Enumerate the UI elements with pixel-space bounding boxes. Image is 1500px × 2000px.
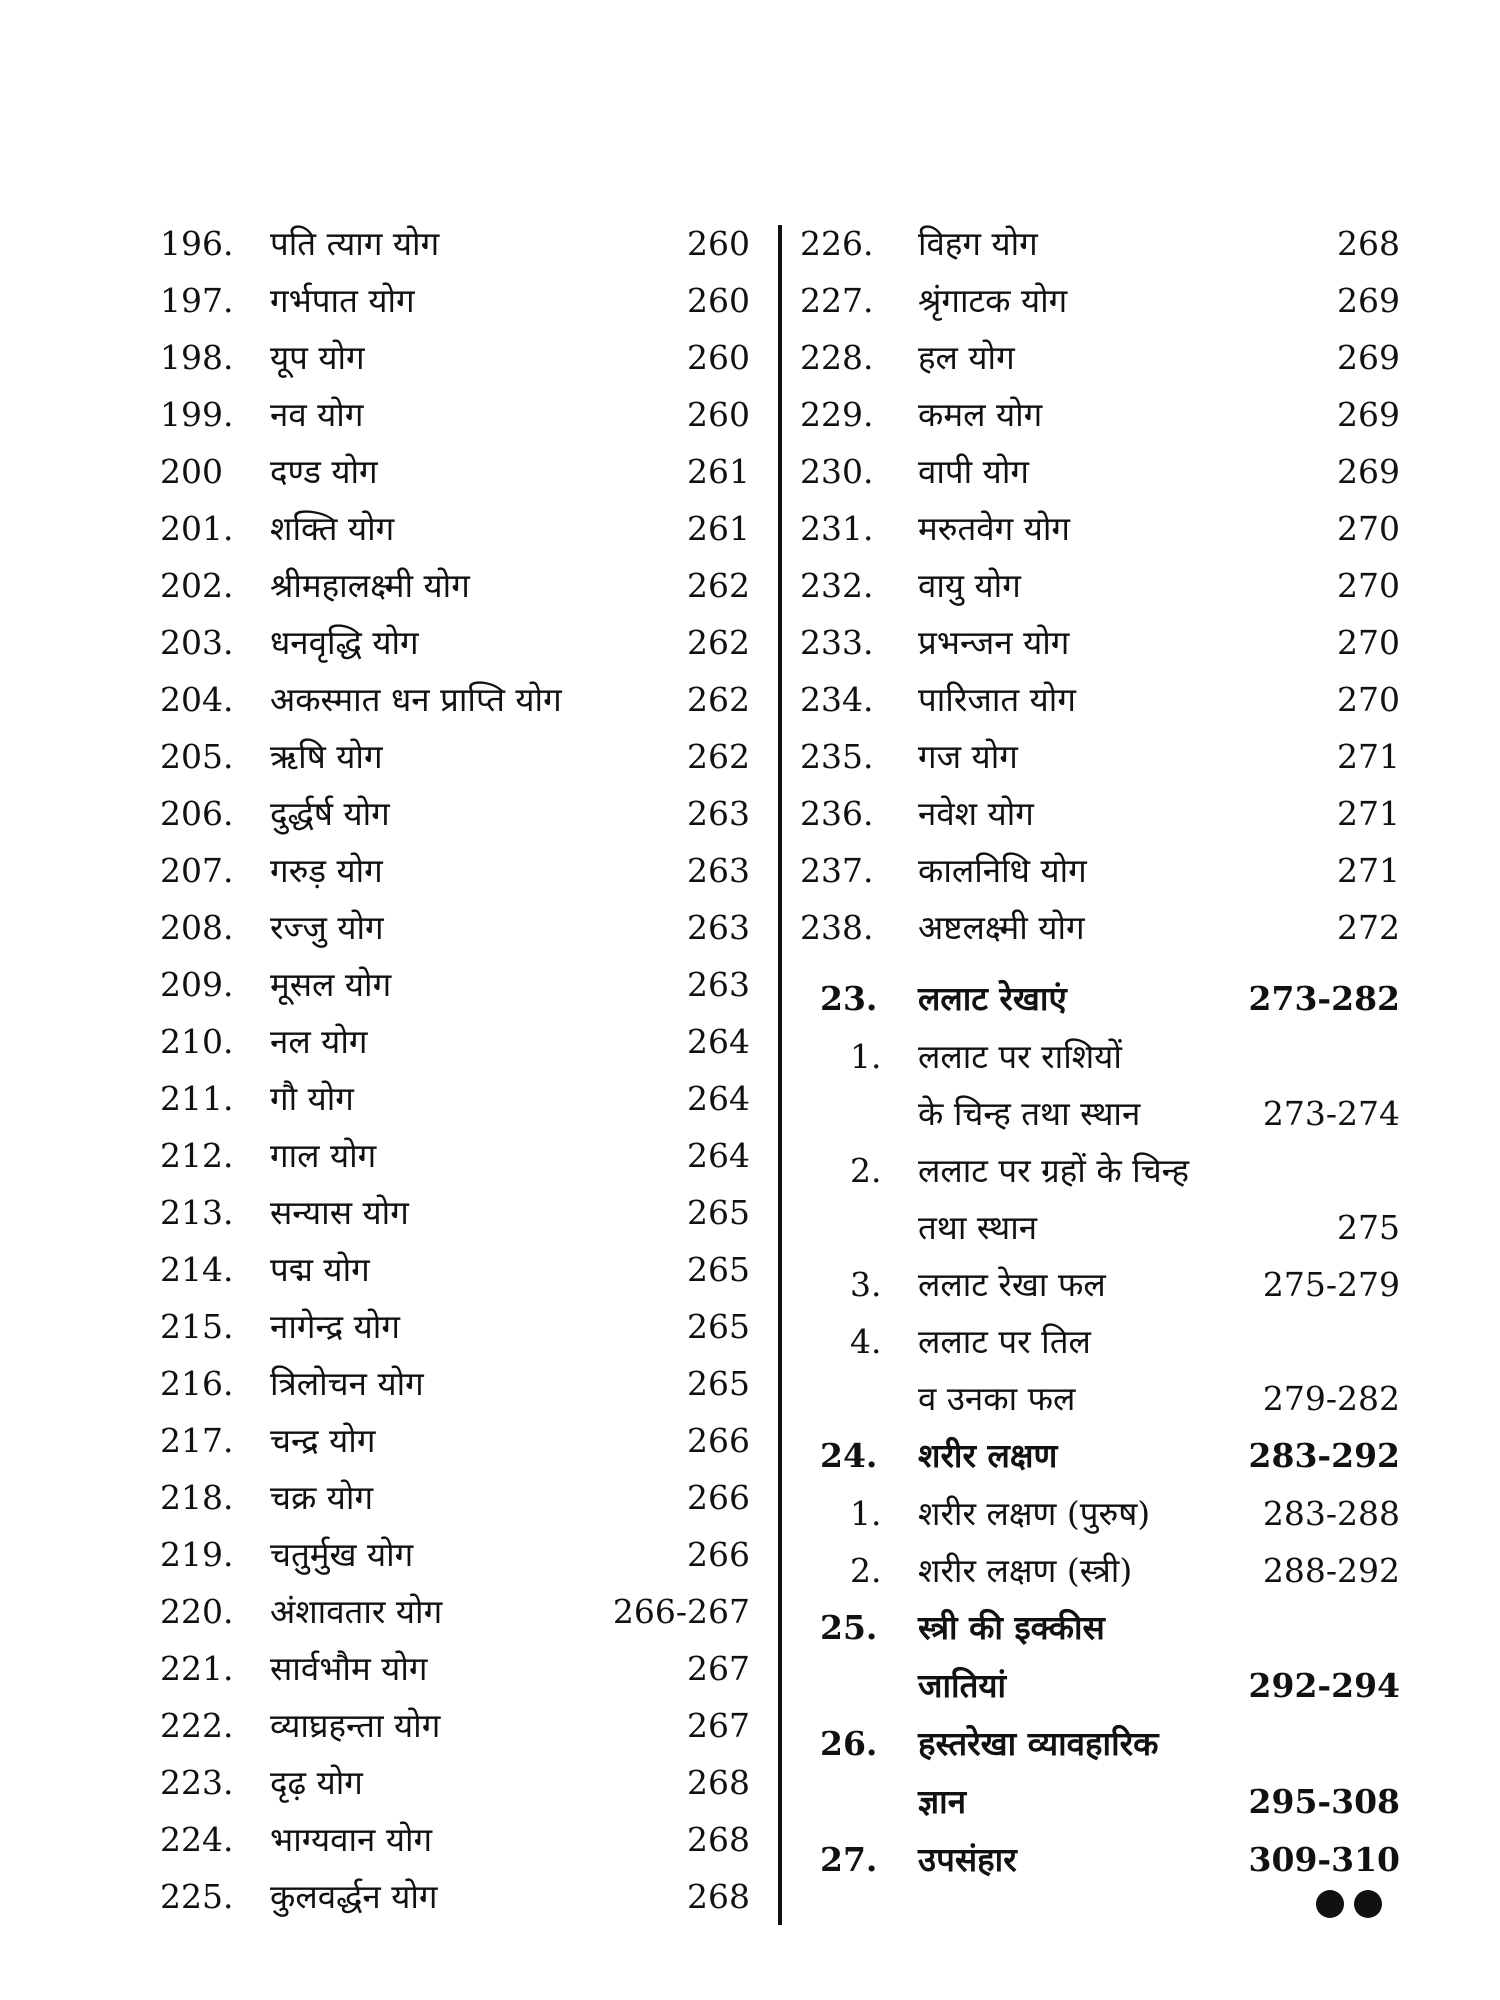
entry-title: रज्जु योग <box>270 908 384 947</box>
entry-page: 268 <box>687 1877 750 1916</box>
entry-title: गाल योग <box>270 1136 377 1175</box>
entry-title: गर्भपात योग <box>270 281 415 320</box>
toc-entry <box>160 1184 750 1241</box>
entry-title: कालनिधि योग <box>918 851 1087 890</box>
entry-number: 218. <box>160 1478 234 1517</box>
chapter-pages: 309-310 <box>1248 1840 1400 1879</box>
entry-page: 270 <box>1337 680 1400 719</box>
entry-page: 260 <box>687 338 750 377</box>
entry-title: मूसल योग <box>270 965 392 1004</box>
ornament-dot-icon <box>1316 1890 1344 1918</box>
sub-pages: 273-274 <box>1262 1094 1400 1133</box>
entry-title: दण्ड योग <box>270 452 378 491</box>
toc-entry <box>800 272 1400 329</box>
entry-title: सन्यास योग <box>270 1193 409 1232</box>
sub-number: 2. <box>850 1551 882 1590</box>
entry-number: 215. <box>160 1307 234 1346</box>
toc-entry <box>800 614 1400 671</box>
entry-page: 268 <box>1337 224 1400 263</box>
sub-entry <box>800 1542 1400 1599</box>
entry-number: 226. <box>800 224 874 263</box>
entry-page: 263 <box>687 794 750 833</box>
entry-title: चन्द्र योग <box>270 1421 376 1460</box>
sub-entry <box>800 1028 1400 1085</box>
entry-number: 207. <box>160 851 234 890</box>
chapter-number: 24. <box>820 1436 878 1475</box>
entry-page: 260 <box>687 224 750 263</box>
entry-title: शक्ति योग <box>270 509 395 548</box>
entry-title: त्रिलोचन योग <box>270 1364 424 1403</box>
entry-title: अकस्मात धन प्राप्ति योग <box>270 680 562 719</box>
entry-page: 265 <box>687 1193 750 1232</box>
entry-page: 264 <box>687 1079 750 1118</box>
toc-entry <box>800 500 1400 557</box>
entry-title: मरुतवेग योग <box>918 509 1070 548</box>
entry-title: वापी योग <box>918 452 1029 491</box>
entry-number: 202. <box>160 566 234 605</box>
chapter-title: शरीर लक्षण <box>918 1436 1058 1475</box>
entry-title: गज योग <box>918 737 1018 776</box>
chapter-heading <box>800 970 1400 1028</box>
sub-entry <box>800 1313 1400 1370</box>
toc-entry <box>160 1868 750 1925</box>
entry-number: 204. <box>160 680 234 719</box>
entry-number: 205. <box>160 737 234 776</box>
entry-title: यूप योग <box>270 338 365 377</box>
entry-number: 198. <box>160 338 234 377</box>
end-ornament <box>1306 1890 1382 1922</box>
entry-title: चक्र योग <box>270 1478 374 1517</box>
toc-entry <box>800 557 1400 614</box>
sub-title-continued: तथा स्थान <box>918 1208 1038 1247</box>
chapter-heading <box>800 1715 1400 1773</box>
entry-number: 232. <box>800 566 874 605</box>
sub-title: शरीर लक्षण (पुरुष) <box>918 1494 1151 1533</box>
entry-number: 201. <box>160 509 234 548</box>
toc-entry <box>160 1412 750 1469</box>
sub-entry-continued <box>800 1085 1400 1142</box>
toc-entry <box>160 1355 750 1412</box>
entry-title: प्रभन्जन योग <box>918 623 1070 662</box>
chapter-title-continued: जातियां <box>918 1666 1007 1705</box>
entry-title: गरुड़ योग <box>270 851 383 890</box>
toc-entry <box>800 443 1400 500</box>
toc-entry <box>160 1754 750 1811</box>
toc-entry <box>160 899 750 956</box>
entry-page: 269 <box>1337 395 1400 434</box>
entry-number: 199. <box>160 395 234 434</box>
entry-title: सार्वभौम योग <box>270 1649 428 1688</box>
entry-title: व्याघ्रहन्ता योग <box>270 1706 441 1745</box>
toc-entry <box>160 1070 750 1127</box>
spacer <box>800 956 1400 970</box>
entry-page: 269 <box>1337 281 1400 320</box>
entry-page: 271 <box>1337 737 1400 776</box>
entry-page: 267 <box>687 1706 750 1745</box>
chapter-pages: 283-292 <box>1248 1436 1400 1475</box>
entry-page: 269 <box>1337 452 1400 491</box>
entry-page: 272 <box>1337 908 1400 947</box>
chapter-heading <box>800 1599 1400 1657</box>
toc-entry <box>160 728 750 785</box>
toc-entry <box>800 215 1400 272</box>
toc-entry <box>160 1811 750 1868</box>
entry-number: 209. <box>160 965 234 1004</box>
toc-entry <box>800 329 1400 386</box>
entry-number: 210. <box>160 1022 234 1061</box>
toc-entry <box>800 728 1400 785</box>
entry-title: हल योग <box>918 338 1015 377</box>
entry-number: 228. <box>800 338 874 377</box>
entry-page: 266-267 <box>612 1592 750 1631</box>
entry-number: 234. <box>800 680 874 719</box>
entry-page: 263 <box>687 851 750 890</box>
sub-title-continued: व उनका फल <box>918 1379 1076 1418</box>
sub-number: 4. <box>850 1322 882 1361</box>
entry-page: 270 <box>1337 623 1400 662</box>
entry-page: 261 <box>687 452 750 491</box>
sub-entry-continued <box>800 1370 1400 1427</box>
sub-title-continued: के चिन्ह तथा स्थान <box>918 1094 1141 1133</box>
entry-number: 219. <box>160 1535 234 1574</box>
sub-number: 2. <box>850 1151 882 1190</box>
sub-entry <box>800 1485 1400 1542</box>
sub-pages: 275 <box>1337 1208 1400 1247</box>
chapter-pages: 295-308 <box>1248 1782 1400 1821</box>
chapter-heading-continued <box>800 1773 1400 1831</box>
entry-number: 231. <box>800 509 874 548</box>
entry-page: 271 <box>1337 851 1400 890</box>
entry-number: 236. <box>800 794 874 833</box>
entry-title: कुलवर्द्धन योग <box>270 1877 438 1916</box>
sub-entry <box>800 1256 1400 1313</box>
entry-number: 212. <box>160 1136 234 1175</box>
entry-number: 200 <box>160 452 223 491</box>
toc-entry <box>160 614 750 671</box>
sub-number: 1. <box>850 1037 882 1076</box>
entry-number: 225. <box>160 1877 234 1916</box>
entry-number: 237. <box>800 851 874 890</box>
chapter-number: 25. <box>820 1608 878 1647</box>
entry-number: 211. <box>160 1079 234 1118</box>
entry-page: 270 <box>1337 509 1400 548</box>
entry-title: नव योग <box>270 395 364 434</box>
toc-entry <box>160 1640 750 1697</box>
entry-title: दुर्द्धर्ष योग <box>270 794 390 833</box>
entry-number: 196. <box>160 224 234 263</box>
toc-entry <box>160 1583 750 1640</box>
entry-page: 264 <box>687 1022 750 1061</box>
entry-page: 265 <box>687 1250 750 1289</box>
toc-entry <box>800 842 1400 899</box>
entry-page: 266 <box>687 1421 750 1460</box>
toc-entry <box>160 1127 750 1184</box>
entry-title: श्रृंगाटक योग <box>918 281 1068 320</box>
entry-number: 229. <box>800 395 874 434</box>
entry-page: 262 <box>687 737 750 776</box>
sub-pages: 275-279 <box>1262 1265 1400 1304</box>
entry-title: गौ योग <box>270 1079 354 1118</box>
sub-number: 3. <box>850 1265 882 1304</box>
ornament-dot-icon <box>1354 1890 1382 1918</box>
toc-entry <box>160 557 750 614</box>
entry-page: 262 <box>687 680 750 719</box>
toc-entry <box>800 671 1400 728</box>
entry-page: 265 <box>687 1307 750 1346</box>
chapter-title: उपसंहार <box>918 1840 1017 1879</box>
entry-number: 217. <box>160 1421 234 1460</box>
toc-entry <box>160 842 750 899</box>
entry-number: 235. <box>800 737 874 776</box>
entry-page: 267 <box>687 1649 750 1688</box>
toc-entry <box>800 386 1400 443</box>
entry-number: 216. <box>160 1364 234 1403</box>
right-column <box>800 215 1400 1889</box>
entry-number: 223. <box>160 1763 234 1802</box>
toc-entry <box>160 329 750 386</box>
entry-title: नल योग <box>270 1022 368 1061</box>
toc-entry <box>160 1469 750 1526</box>
entry-title: श्रीमहालक्ष्मी योग <box>270 566 470 605</box>
entry-title: अष्टलक्ष्मी योग <box>918 908 1085 947</box>
entry-title: पति त्याग योग <box>270 224 440 263</box>
entry-page: 265 <box>687 1364 750 1403</box>
chapter-number: 27. <box>820 1840 878 1879</box>
chapter-pages: 273-282 <box>1248 979 1400 1018</box>
chapter-pages: 292-294 <box>1248 1666 1400 1705</box>
toc-entry <box>160 500 750 557</box>
sub-title: ललाट पर ग्रहों के चिन्ह <box>918 1151 1190 1190</box>
toc-entry <box>160 1298 750 1355</box>
sub-pages: 283-288 <box>1262 1494 1400 1533</box>
entry-number: 221. <box>160 1649 234 1688</box>
entry-number: 238. <box>800 908 874 947</box>
column-divider <box>778 225 782 1925</box>
chapter-heading <box>800 1427 1400 1485</box>
entry-number: 208. <box>160 908 234 947</box>
entry-title: विहग योग <box>918 224 1038 263</box>
entry-page: 270 <box>1337 566 1400 605</box>
entry-number: 203. <box>160 623 234 662</box>
toc-entry <box>160 215 750 272</box>
entry-number: 214. <box>160 1250 234 1289</box>
sub-pages: 288-292 <box>1262 1551 1400 1590</box>
chapter-number: 23. <box>820 979 878 1018</box>
entry-page: 263 <box>687 965 750 1004</box>
entry-title: नागेन्द्र योग <box>270 1307 400 1346</box>
toc-entry <box>160 785 750 842</box>
entry-page: 262 <box>687 566 750 605</box>
entry-page: 266 <box>687 1478 750 1517</box>
toc-entry <box>800 899 1400 956</box>
toc-entry <box>160 1013 750 1070</box>
entry-number: 206. <box>160 794 234 833</box>
chapter-title: हस्तरेखा व्यावहारिक <box>918 1724 1159 1763</box>
entry-number: 213. <box>160 1193 234 1232</box>
toc-entry <box>160 386 750 443</box>
toc-entry <box>160 272 750 329</box>
sub-title: ललाट पर तिल <box>918 1322 1091 1361</box>
entry-number: 227. <box>800 281 874 320</box>
entry-title: धनवृद्धि योग <box>270 623 419 662</box>
sub-entry <box>800 1142 1400 1199</box>
entry-number: 222. <box>160 1706 234 1745</box>
entry-number: 197. <box>160 281 234 320</box>
entry-title: अंशावतार योग <box>270 1592 443 1631</box>
toc-entry <box>160 1241 750 1298</box>
sub-title: शरीर लक्षण (स्त्री) <box>918 1551 1133 1590</box>
entry-page: 266 <box>687 1535 750 1574</box>
entry-title: कमल योग <box>918 395 1043 434</box>
entry-page: 261 <box>687 509 750 548</box>
entry-page: 269 <box>1337 338 1400 377</box>
entry-title: पारिजात योग <box>918 680 1076 719</box>
entry-title: चतुर्मुख योग <box>270 1535 414 1574</box>
toc-entry <box>160 956 750 1013</box>
chapter-title: ललाट रेखाएं <box>918 979 1067 1018</box>
sub-pages: 279-282 <box>1262 1379 1400 1418</box>
entry-page: 260 <box>687 395 750 434</box>
entry-page: 264 <box>687 1136 750 1175</box>
left-column <box>160 215 750 1925</box>
entry-number: 230. <box>800 452 874 491</box>
entry-title: नवेश योग <box>918 794 1034 833</box>
entry-page: 268 <box>687 1820 750 1859</box>
sub-number: 1. <box>850 1494 882 1533</box>
entry-title: वायु योग <box>918 566 1021 605</box>
toc-entry <box>160 443 750 500</box>
entry-number: 220. <box>160 1592 234 1631</box>
chapter-number: 26. <box>820 1724 878 1763</box>
chapter-title-continued: ज्ञान <box>918 1782 967 1821</box>
entry-title: भाग्यवान योग <box>270 1820 433 1859</box>
entry-title: पद्म योग <box>270 1250 370 1289</box>
entry-title: ऋषि योग <box>270 737 383 776</box>
entry-number: 233. <box>800 623 874 662</box>
chapter-heading <box>800 1831 1400 1889</box>
chapter-heading-continued <box>800 1657 1400 1715</box>
entry-page: 262 <box>687 623 750 662</box>
toc-entry <box>800 785 1400 842</box>
entry-title: दृढ़ योग <box>270 1763 363 1802</box>
entry-number: 224. <box>160 1820 234 1859</box>
entry-page: 263 <box>687 908 750 947</box>
sub-title: ललाट रेखा फल <box>918 1265 1106 1304</box>
chapter-title: स्त्री की इक्कीस <box>918 1608 1105 1647</box>
entry-page: 268 <box>687 1763 750 1802</box>
toc-entry <box>160 1697 750 1754</box>
toc-entry <box>160 1526 750 1583</box>
sub-entry-continued <box>800 1199 1400 1256</box>
entry-page: 271 <box>1337 794 1400 833</box>
toc-entry <box>160 671 750 728</box>
entry-page: 260 <box>687 281 750 320</box>
sub-title: ललाट पर राशियों <box>918 1037 1122 1076</box>
